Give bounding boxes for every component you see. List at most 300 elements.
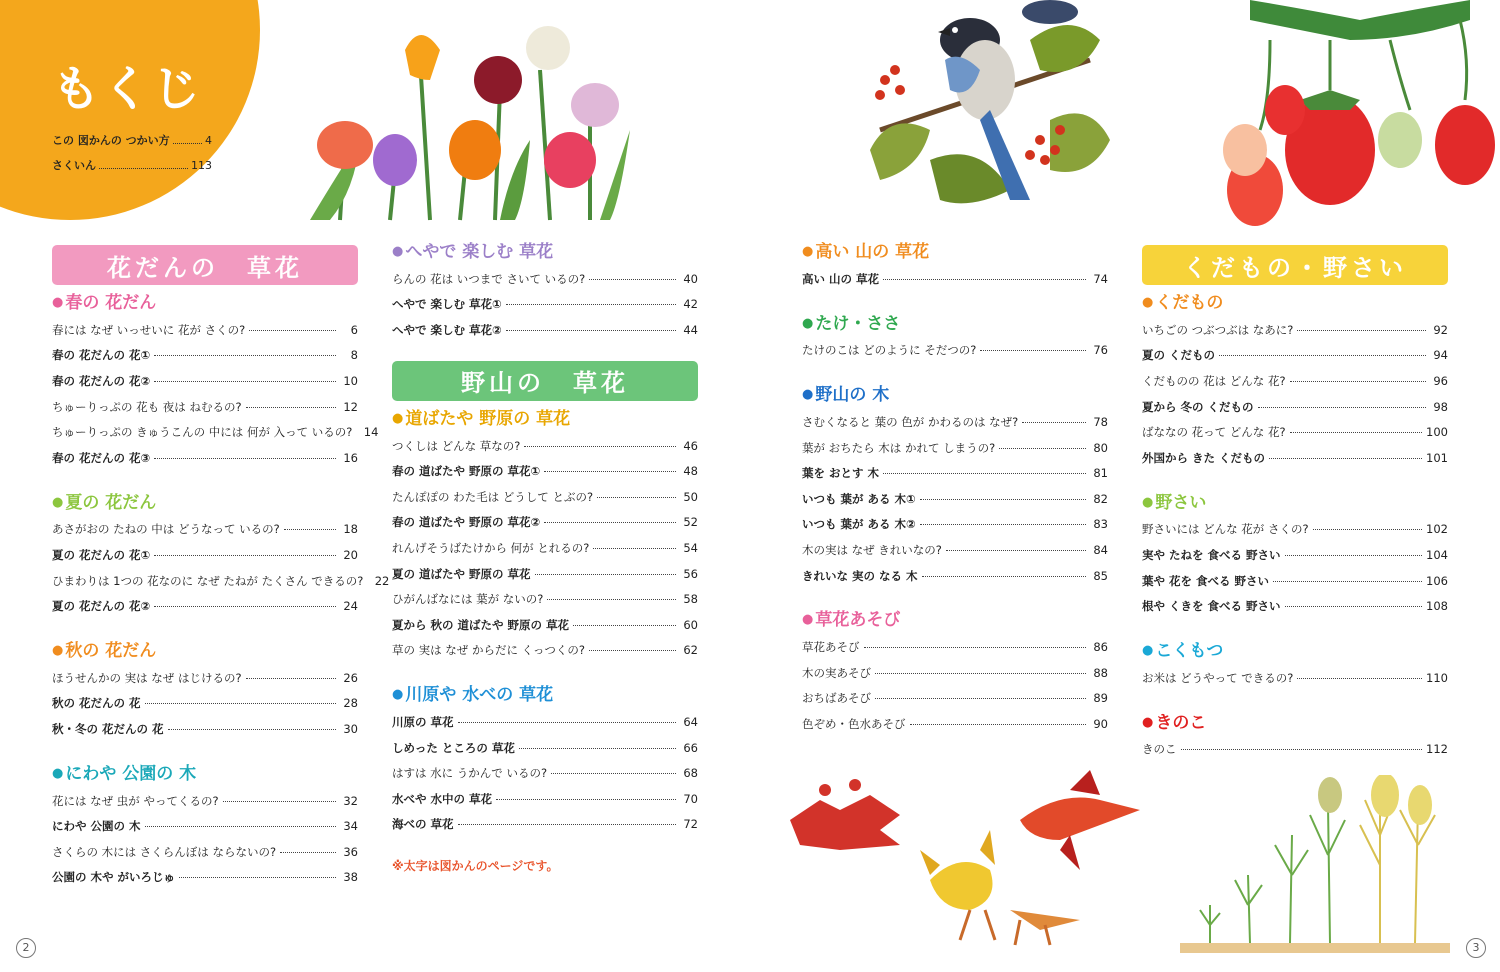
toc-entry-label: ちゅーりっぷの 花も 夜は ねむるの? (52, 399, 242, 414)
toc-entry-page: 72 (683, 817, 698, 832)
toc-entry[interactable] (52, 343, 358, 369)
leader-dots (1181, 748, 1423, 750)
toc-entry-page: 66 (683, 740, 698, 755)
leader-dots (1219, 354, 1426, 356)
toc-entry-label: 春の 道ばたや 野原の 草花① (392, 464, 541, 479)
toc-entry-page: 70 (683, 791, 698, 806)
toc-entry-label: いつも 葉が ある 木① (802, 491, 916, 506)
section-title-text: へやで 楽しむ 草花 (405, 242, 554, 262)
leaf-art-illustration (780, 770, 1150, 950)
toc-entry-page: 22 (374, 573, 390, 588)
toc-entry-page: 10 (343, 373, 358, 388)
category-banner-fruits-vegetables: くだもの・野さい (1142, 245, 1448, 285)
toc-entry-page: 8 (350, 348, 358, 363)
toc-entry-page: 81 (1093, 466, 1108, 481)
toc-entry[interactable] (52, 665, 358, 691)
toc-entry[interactable] (1142, 542, 1448, 568)
intro-item-index[interactable] (52, 157, 212, 173)
leader-dots (946, 549, 1086, 551)
leader-dots (99, 160, 188, 169)
toc-entry-page: 52 (683, 515, 698, 530)
toc-entry[interactable] (392, 433, 698, 459)
toc-entry[interactable] (392, 266, 698, 292)
toc-entry-page: 102 (1426, 522, 1448, 537)
leader-dots (506, 329, 676, 331)
bullet-icon: ● (802, 244, 814, 259)
section-title[interactable] (802, 238, 1108, 266)
section-gap (802, 292, 1108, 310)
toc-entry-page: 106 (1426, 573, 1448, 588)
toc-entry[interactable] (52, 593, 358, 619)
toc-entry-label: ひがんばなには 葉が ないの? (392, 592, 544, 607)
intro-page: 4 (205, 134, 212, 147)
toc-entry[interactable] (392, 709, 698, 735)
bullet-icon: ● (1142, 494, 1154, 510)
column-2 (392, 238, 698, 874)
toc-entry-page: 64 (683, 714, 698, 729)
leader-dots (1285, 605, 1423, 607)
toc-entry-page: 62 (683, 643, 698, 658)
toc-entry-page: 89 (1093, 691, 1108, 706)
toc-entry[interactable] (52, 788, 358, 814)
section-title-text: たけ・ささ (815, 313, 901, 334)
toc-entry-label: いつも 葉が ある 木② (802, 517, 916, 532)
toc-entry[interactable] (52, 839, 358, 865)
section-title[interactable] (1142, 289, 1448, 317)
section-title[interactable] (1142, 709, 1448, 737)
toc-entry[interactable] (802, 435, 1108, 461)
toc-entry-label: 夏の 花だんの 花① (52, 547, 151, 562)
leader-dots (1285, 554, 1423, 556)
toc-entry-label: いちごの つぶつぶは なあに? (1142, 322, 1294, 337)
leader-dots (920, 498, 1086, 500)
leader-dots (168, 728, 336, 730)
toc-entry-page: 44 (683, 322, 698, 337)
toc-entry-label: 川原の 草花 (392, 714, 454, 729)
toc-entry[interactable] (392, 638, 698, 664)
tulip-illustration (300, 20, 640, 225)
toc-entry[interactable] (52, 568, 390, 594)
leader-dots (223, 800, 336, 802)
toc-entry-page: 100 (1426, 425, 1448, 440)
toc-entry-label: きのこ (1142, 742, 1177, 757)
toc-entry-label: にわや 公園の 木 (52, 819, 141, 834)
toc-entry[interactable] (52, 542, 358, 568)
toc-entry[interactable] (52, 445, 358, 471)
toc-entry-page: 86 (1093, 640, 1108, 655)
toc-entry-label: 花には なぜ 虫が やってくるの? (52, 793, 219, 808)
section-gap (1142, 619, 1448, 637)
leader-dots (593, 547, 676, 549)
section-title[interactable] (392, 681, 698, 709)
toc-entry-page: 26 (343, 670, 358, 685)
toc-entry-page: 85 (1093, 568, 1108, 583)
toc-entry-page: 50 (683, 489, 698, 504)
toc-entry-label: しめった ところの 草花 (392, 740, 515, 755)
toc-entry[interactable] (802, 537, 1108, 563)
intro-label: さくいん (52, 159, 96, 172)
bullet-icon: ● (802, 315, 814, 331)
toc-entry-label: きれいな 実の なる 木 (802, 568, 918, 583)
section-title[interactable] (52, 489, 358, 517)
section-title[interactable] (52, 289, 358, 317)
toc-entry[interactable] (392, 561, 698, 587)
toc-entry-label: ひまわりは 1つの 花なのに なぜ たねが たくさん できるの? (52, 573, 364, 588)
leader-dots (922, 575, 1086, 577)
toc-entry-page: 96 (1433, 373, 1448, 388)
toc-entry[interactable] (392, 292, 698, 318)
intro-item-guide[interactable] (52, 132, 212, 148)
bullet-icon: ● (52, 494, 64, 510)
section-title[interactable] (392, 405, 698, 433)
toc-entry-page: 108 (1426, 599, 1448, 614)
toc-entry[interactable] (392, 612, 698, 638)
toc-entry-page: 92 (1433, 322, 1448, 337)
toc-entry[interactable] (392, 586, 698, 612)
leader-dots (535, 573, 676, 575)
toc-entry-label: 夏から 秋の 道ばたや 野原の 草花 (392, 617, 570, 632)
bullet-icon: ● (52, 765, 64, 781)
toc-entry[interactable] (802, 563, 1108, 589)
toc-entry-label: 色ぞめ・色水あそび (802, 716, 906, 731)
leader-dots (547, 598, 676, 600)
toc-entry-page: 6 (350, 322, 358, 337)
toc-entry-page: 74 (1093, 271, 1108, 286)
section-title-text: きのこ (1155, 712, 1207, 733)
strawberry-illustration (1210, 0, 1500, 235)
bullet-icon: ● (802, 612, 814, 628)
toc-entry-label: 夏の 道ばたや 野原の 草花 (392, 566, 531, 581)
section-gap (1142, 471, 1448, 489)
toc-entry[interactable] (52, 865, 358, 891)
toc-entry-page: 68 (683, 766, 698, 781)
leader-dots (249, 329, 336, 331)
toc-entry[interactable] (52, 419, 379, 445)
toc-entry-label: はすは 水に うかんで いるの? (392, 766, 548, 781)
toc-entry-label: 夏の 花だんの 花② (52, 599, 151, 614)
toc-entry-page: 83 (1093, 517, 1108, 532)
section-gap (392, 663, 698, 681)
leader-dots (154, 380, 336, 382)
leader-dots (246, 677, 336, 679)
bullet-icon: ● (52, 295, 64, 310)
toc-entry-label: 草花あそび (802, 640, 860, 655)
toc-entry[interactable] (1142, 593, 1448, 619)
toc-entry[interactable] (802, 634, 1108, 660)
toc-entry-label: 野さいには どんな 花が さくの? (1142, 522, 1309, 537)
toc-entry[interactable] (1142, 368, 1448, 394)
toc-entry-label: お米は どうやって できるの? (1142, 670, 1294, 685)
section-title-text: 草花あそび (815, 610, 901, 631)
toc-entry[interactable] (1142, 419, 1448, 445)
section-title[interactable] (392, 238, 698, 266)
bird-berry-illustration (860, 0, 1110, 215)
section-title[interactable] (52, 637, 358, 665)
toc-entry-label: 春には なぜ いっせいに 花が さくの? (52, 322, 246, 337)
toc-entry[interactable] (1142, 317, 1448, 343)
toc-entry-page: 14 (363, 425, 379, 440)
toc-entry-page: 36 (343, 844, 358, 859)
toc-entry-label: 木の実は なぜ きれいなの? (802, 542, 942, 557)
toc-entry[interactable] (802, 338, 1108, 364)
leader-dots (1290, 431, 1422, 433)
toc-entry[interactable] (1142, 737, 1448, 763)
leader-dots (280, 851, 336, 853)
toc-entry-label: 公園の 木や がいろじゅ (52, 870, 176, 885)
leader-dots (154, 554, 336, 556)
toc-entry[interactable] (802, 711, 1108, 737)
section-title-text: 高い 山の 草花 (815, 242, 930, 262)
toc-entry[interactable] (1142, 568, 1448, 594)
toc-entry-label: さくらの 木には さくらんぼは ならないの? (52, 844, 277, 859)
leader-dots (1273, 580, 1422, 582)
toc-entry-label: たんぽぽの わた毛は どうして とぶの? (392, 489, 594, 504)
bold-page-note: ※太字は図かんのページです。 (392, 859, 559, 874)
section-gap (52, 742, 358, 760)
toc-entry-page: 46 (683, 438, 698, 453)
column-1 (52, 245, 390, 890)
leader-dots (519, 747, 676, 749)
leader-dots (883, 278, 1086, 280)
toc-entry[interactable] (1142, 394, 1448, 420)
leader-dots (246, 406, 336, 408)
toc-entry-page: 98 (1433, 399, 1448, 414)
toc-entry[interactable] (392, 735, 698, 761)
category-banner-garden: 花だんの 草花 (52, 245, 358, 285)
bullet-icon: ● (1142, 295, 1154, 310)
toc-entry-label: 夏から 冬の くだもの (1142, 399, 1254, 414)
toc-entry-label: ばななの 花って どんな 花? (1142, 425, 1286, 440)
toc-entry[interactable] (1142, 343, 1448, 369)
section-title[interactable] (802, 606, 1108, 634)
section-title-text: 秋の 花だん (65, 640, 157, 661)
toc-entry[interactable] (52, 517, 358, 543)
toc-entry-page: 88 (1093, 665, 1108, 680)
leader-dots (573, 624, 676, 626)
toc-entry-page: 76 (1093, 343, 1108, 358)
leader-dots (458, 721, 676, 723)
leader-dots (145, 702, 336, 704)
toc-entry-label: 春の 道ばたや 野原の 草花② (392, 515, 541, 530)
leader-dots (145, 825, 336, 827)
leader-dots (496, 798, 676, 800)
toc-entry[interactable] (802, 512, 1108, 538)
toc-entry[interactable] (52, 691, 358, 717)
section-title[interactable] (802, 381, 1108, 409)
toc-entry-label: たけのこは どのように そだつの? (802, 343, 977, 358)
toc-entry-page: 84 (1093, 542, 1108, 557)
toc-entry[interactable] (1142, 665, 1448, 691)
toc-entry-label: 春の 花だんの 花③ (52, 450, 151, 465)
leader-dots (875, 697, 1086, 699)
leader-dots (284, 528, 336, 530)
toc-entry-label: 葉や 花を 食べる 野さい (1142, 573, 1270, 588)
bullet-icon: ● (1142, 714, 1154, 730)
toc-entry-page: 16 (343, 450, 358, 465)
toc-entry-page: 28 (343, 696, 358, 711)
toc-entry-page: 40 (683, 271, 698, 286)
leader-dots (1269, 457, 1422, 459)
column-3 (802, 238, 1108, 737)
category-banner-fields: 野山の 草花 (392, 361, 698, 401)
toc-entry-page: 60 (683, 617, 698, 632)
toc-entry-label: らんの 花は いつまで さいて いるの? (392, 271, 586, 286)
toc-entry-label: 春の 花だんの 花② (52, 373, 151, 388)
toc-entry[interactable] (392, 317, 698, 343)
toc-entry[interactable] (52, 716, 358, 742)
toc-entry-label: 秋の 花だんの 花 (52, 696, 141, 711)
toc-entry[interactable] (802, 266, 1108, 292)
section-title-text: こくもつ (1155, 640, 1224, 661)
toc-entry[interactable] (392, 812, 698, 838)
toc-entry-page: 110 (1426, 670, 1448, 685)
toc-entry-label: 外国から きた くだもの (1142, 450, 1266, 465)
toc-entry[interactable] (52, 813, 358, 839)
toc-entry[interactable] (392, 458, 698, 484)
leader-dots (544, 470, 676, 472)
toc-entry-page: 104 (1426, 547, 1448, 562)
toc-entry[interactable] (802, 409, 1108, 435)
section-title[interactable] (1142, 637, 1448, 665)
toc-entry-label: 木の実あそび (802, 665, 871, 680)
bullet-icon: ● (802, 387, 814, 403)
toc-entry-label: つくしは どんな 草なの? (392, 438, 521, 453)
leader-dots (544, 521, 676, 523)
bullet-icon: ● (392, 687, 404, 703)
bullet-icon: ● (52, 642, 64, 658)
leader-dots (154, 354, 336, 356)
toc-entry-page: 90 (1093, 716, 1108, 731)
bullet-icon: ● (392, 244, 404, 259)
toc-entry[interactable] (392, 535, 698, 561)
leader-dots (910, 723, 1087, 725)
leader-dots (920, 523, 1086, 525)
toc-entry-page: 32 (343, 793, 358, 808)
toc-entry-page: 80 (1093, 440, 1108, 455)
toc-entry-page: 48 (683, 464, 698, 479)
section-title[interactable] (52, 760, 358, 788)
section-title-text: 野さい (1155, 492, 1207, 513)
section-title-text: 春の 花だん (65, 293, 157, 313)
toc-entry-page: 12 (343, 399, 358, 414)
toc-entry-label: 秋・冬の 花だんの 花 (52, 721, 164, 736)
section-gap (802, 588, 1108, 606)
toc-entry-page: 94 (1433, 348, 1448, 363)
leader-dots (980, 349, 1086, 351)
toc-entry-label: さむくなると 葉の 色が かわるのは なぜ? (802, 414, 1019, 429)
toc-entry[interactable] (52, 317, 358, 343)
section-title-text: 野山の 木 (815, 385, 890, 406)
toc-entry-page: 56 (683, 566, 698, 581)
section-gap (52, 471, 358, 489)
toc-entry-page: 82 (1093, 491, 1108, 506)
toc-entry-page: 38 (343, 870, 358, 885)
toc-entry-label: 葉を おとす 木 (802, 466, 880, 481)
toc-entry[interactable] (392, 760, 698, 786)
leader-dots (864, 646, 1087, 648)
rice-plant-illustration (1180, 775, 1450, 955)
leader-dots (524, 445, 676, 447)
leader-dots (999, 447, 1086, 449)
toc-entry-page: 101 (1426, 450, 1448, 465)
leader-dots (154, 457, 336, 459)
toc-entry-label: 根や くきを 食べる 野さい (1142, 599, 1281, 614)
leader-dots (883, 472, 1086, 474)
section-title-text: にわや 公園の 木 (65, 763, 197, 784)
leader-dots (875, 672, 1086, 674)
toc-entry-page: 30 (343, 721, 358, 736)
toc-entry[interactable] (52, 394, 358, 420)
page-number-right: 3 (1466, 938, 1486, 958)
toc-entry-label: 春の 花だんの 花① (52, 348, 151, 363)
toc-entry[interactable] (52, 368, 358, 394)
toc-entry-label: 草の 実は なぜ からだに くっつくの? (392, 643, 585, 658)
page-title: もくじ (52, 61, 203, 117)
toc-entry-label: 夏の くだもの (1142, 348, 1216, 363)
intro-page: 113 (191, 159, 212, 172)
column-4 (1142, 245, 1448, 762)
leader-dots (1022, 421, 1086, 423)
intro-label: この 図かんの つかい方 (52, 134, 170, 147)
toc-entry[interactable] (392, 786, 698, 812)
leader-dots (1258, 406, 1426, 408)
toc-entry-page: 18 (343, 522, 358, 537)
bullet-icon: ● (1142, 642, 1154, 658)
leader-dots (458, 823, 676, 825)
toc-entry-label: あさがおの たねの 中は どうなって いるの? (52, 522, 280, 537)
toc-entry-page: 34 (343, 819, 358, 834)
page-number-left: 2 (16, 938, 36, 958)
leader-dots (551, 772, 676, 774)
toc-entry-label: へやで 楽しむ 草花① (392, 297, 502, 312)
toc-entry[interactable] (802, 460, 1108, 486)
leader-dots (506, 303, 676, 305)
toc-entry[interactable] (1142, 445, 1448, 471)
leader-dots (589, 278, 676, 280)
toc-entry-label: へやで 楽しむ 草花② (392, 322, 502, 337)
toc-entry[interactable] (1142, 517, 1448, 543)
toc-entry[interactable] (802, 686, 1108, 712)
toc-entry[interactable] (802, 486, 1108, 512)
toc-entry-page: 54 (683, 540, 698, 555)
section-title[interactable] (1142, 489, 1448, 517)
leader-dots (1297, 677, 1422, 679)
leader-dots (1290, 380, 1426, 382)
toc-entry[interactable] (802, 660, 1108, 686)
toc-entry[interactable] (392, 484, 698, 510)
toc-entry-page: 20 (343, 547, 358, 562)
toc-entry-label: 実や たねを 食べる 野さい (1142, 547, 1281, 562)
leader-dots (589, 649, 676, 651)
section-title-text: 夏の 花だん (65, 492, 157, 513)
leader-dots (1313, 528, 1422, 530)
section-title-text: 川原や 水べの 草花 (405, 685, 554, 706)
leader-dots (597, 496, 676, 498)
toc-entry-label: 海べの 草花 (392, 817, 454, 832)
section-gap (1142, 691, 1448, 709)
toc-entry-label: くだものの 花は どんな 花? (1142, 373, 1286, 388)
section-title[interactable] (802, 310, 1108, 338)
toc-entry[interactable] (392, 510, 698, 536)
toc-entry-label: 葉が おちたら 木は かれて しまうの? (802, 440, 996, 455)
bullet-icon: ● (392, 410, 404, 426)
toc-entry-page: 58 (683, 592, 698, 607)
leader-dots (1297, 329, 1426, 331)
section-gap (52, 619, 358, 637)
toc-entry-page: 24 (343, 599, 358, 614)
toc-entry-page: 78 (1093, 414, 1108, 429)
leader-dots (173, 135, 202, 144)
